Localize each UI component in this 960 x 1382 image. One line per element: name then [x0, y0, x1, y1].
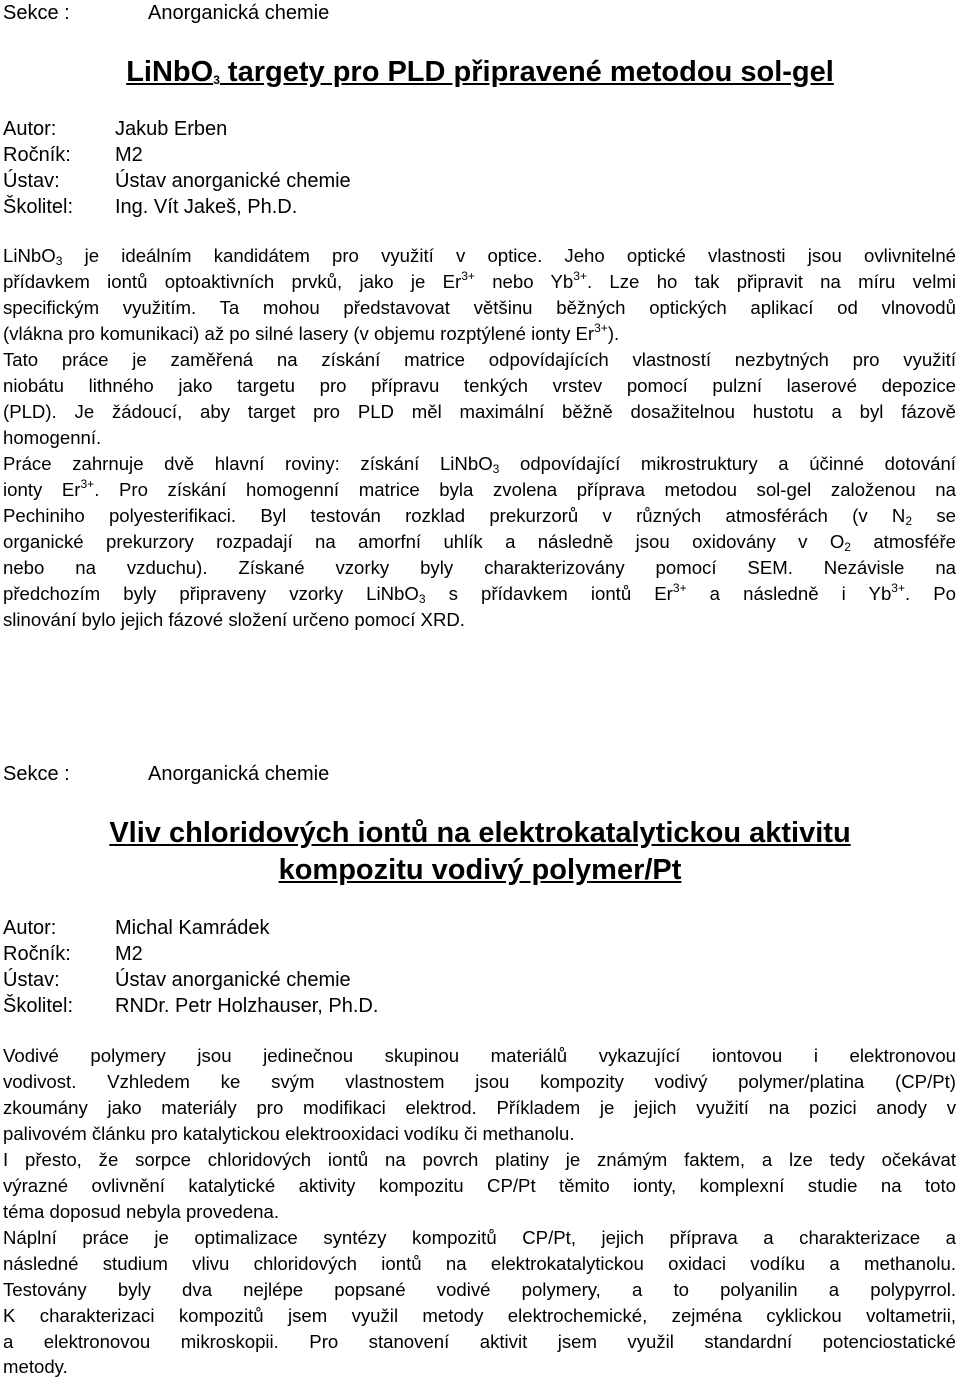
meta-row-year: [3, 941, 603, 967]
section2-abstract-line: metody.: [3, 1356, 68, 1377]
section2-abstract-line: výrazné ovlivnění katalytické aktivity kompozitu CP/Pt těmito ionty, komplexní studie na toto: [3, 1175, 956, 1196]
section2-abstract-line: a elektronovou mikroskopii. Pro stanovení aktivit jsem využil standardní potenciostatické: [3, 1331, 956, 1352]
section1-sekce-value: Anorganická chemie: [148, 2, 330, 24]
meta-value: Jakub Erben: [115, 118, 228, 140]
meta-row-author: [3, 915, 603, 941]
section2-abstract-line: Testovány byly dva nejlépe popsané vodivé polymery, a to polyanilin a polypyrrol.: [3, 1279, 956, 1300]
section2-abstract-line: K charakterizaci kompozitů jsem využil metody elektrochemické, zejména cyklickou voltametrii,: [3, 1305, 956, 1326]
meta-value: RNDr. Petr Holzhauser, Ph.D.: [115, 995, 379, 1017]
section1-abstract-line: předchozím byly připraveny vzorky LiNbO$_3$ s přídavkem iontů $Er^{3+}$ a následně i $Yb^{3+}$. Po: [3, 581, 956, 606]
section2-abstract-line: vodivost. Vzhledem ke svým vlastnostem jsou kompozity vodivý polymer/platina (CP/Pt): [3, 1071, 956, 1092]
meta-row-supervisor: [3, 993, 603, 1019]
meta-row-institute: [3, 967, 603, 993]
meta-label: Autor:: [3, 917, 57, 939]
section2-abstract-line: téma doposud nebyla provedena.: [3, 1201, 280, 1222]
section1-abstract-line: slinování bylo jejich fázové složení určeno pomocí XRD.: [3, 609, 465, 630]
section2-abstract-line: Vodivé polymery jsou jedinečnou skupinou materiálů vykazující iontovou i elektronovou: [3, 1045, 956, 1066]
section1-abstract-line: ionty $Er^{3+}$. Pro získání homogenní matrice byla zvolena příprava metodou sol-gel založenou na: [3, 477, 956, 500]
meta-value: M2: [115, 943, 143, 965]
section1-abstract-line: Tato práce je zaměřená na získání matrice odpovídajících vlastností nezbytných pro využití: [3, 349, 956, 370]
meta-value: Ing. Vít Jakeš, Ph.D.: [115, 196, 298, 218]
section1-abstract-line: Práce zahrnuje dvě hlavní roviny: získání LiNbO$_3$ odpovídající mikrostruktury a účinné dotování: [3, 453, 956, 476]
section1-abstract-line: Pechiniho polyesterifikaci. Byl testován rozklad prekurzorů v různých atmosférách (v $N_2$ se: [3, 505, 956, 528]
meta-row-supervisor: [3, 194, 603, 220]
section1-abstract-line: (PLD). Je žádoucí, aby target pro PLD měl maximální běžně dosažitelnou hustotu a byl fázově: [3, 401, 956, 422]
section1-abstract-line: (vlákna pro komunikaci) až po silné lasery (v objemu rozptýlené ionty $Er^{3+}$).: [3, 321, 620, 344]
meta-value: Michal Kamrádek: [115, 917, 270, 939]
section2-abstract-line: Náplní práce je optimalizace syntézy kompozitů CP/Pt, jejich příprava a charakterizace a: [3, 1227, 956, 1248]
meta-label: Ústav:: [3, 170, 60, 192]
section2-abstract-line: palivovém článku pro katalytickou elektrooxidaci vodíku či methanolu.: [3, 1123, 575, 1144]
section2-title-line1: Vliv chloridových iontů na elektrokatalytickou aktivitu: [109, 817, 851, 849]
section2-abstract-line: následné studium vlivu chloridových iontů na elektrokatalytickou oxidaci vodíku a methanolu.: [3, 1253, 956, 1274]
section1-abstract-line: nebo na vzduchu). Získané vzorky byly charakterizovány pomocí SEM. Nezávisle na: [3, 557, 956, 578]
section1-abstract-line: LiNbO$_3$ je ideálním kandidátem pro využití v optice. Jeho optické vlastnosti jsou ovlivnitelné: [3, 245, 956, 268]
meta-row-institute: [3, 168, 603, 194]
meta-label: Autor:: [3, 118, 57, 140]
section1-sekce-label: Sekce :: [3, 2, 70, 24]
section1-abstract-line: specifickým využitím. Ta mohou představovat většinu běžných optických aplikací od vlnovodů: [3, 297, 956, 318]
meta-label: Ročník:: [3, 943, 71, 965]
section1-abstract-line: organické prekurzory rozpadají na amorfní uhlík a následně jsou oxidovány v $O_2$ atmosféře: [3, 531, 956, 554]
section1-abstract-line: přídavkem iontů optoaktivních prvků, jako je $Er^{3+}$ nebo $Yb^{3+}$. Lze ho tak připravit na míru velmi: [3, 269, 957, 292]
section2-sekce-label: Sekce :: [3, 763, 70, 785]
section1-meta: [3, 116, 603, 220]
section1-abstract-line: homogenní.: [3, 427, 102, 448]
meta-value: Ústav anorganické chemie: [115, 969, 351, 991]
meta-row-year: [3, 142, 603, 168]
meta-value: Ústav anorganické chemie: [115, 170, 351, 192]
meta-value: M2: [115, 144, 143, 166]
section1-title: LiNbO$_3$ targety pro PLD připravené metodou sol-gel: [126, 56, 834, 88]
meta-label: Ročník:: [3, 144, 71, 166]
section2-abstract-line: I přesto, že sorpce chloridových iontů na povrch platiny je známým faktem, a lze tedy očekávat: [3, 1149, 956, 1170]
section2-title-line2: kompozitu vodivý polymer/Pt: [278, 854, 682, 886]
meta-label: Školitel:: [3, 196, 74, 218]
meta-label: Školitel:: [3, 995, 74, 1017]
section2-meta: [3, 915, 603, 1019]
section1-abstract-line: niobátu lithného jako targetu pro přípravu tenkých vrstev pomocí pulzní laserové depozice: [3, 375, 956, 396]
meta-label: Ústav:: [3, 969, 60, 991]
section2-abstract-line: zkoumány jako materiály pro modifikaci elektrod. Příkladem je jejich využití na pozici anody v: [3, 1097, 956, 1118]
meta-row-author: [3, 116, 603, 142]
section2-sekce-value: Anorganická chemie: [148, 763, 330, 785]
